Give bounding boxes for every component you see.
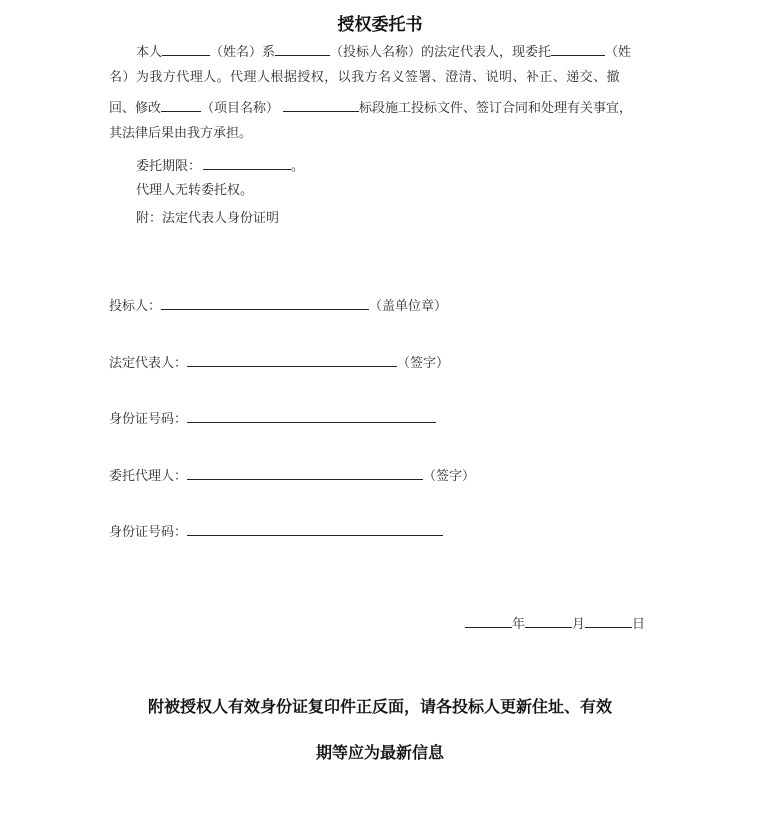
paragraph-line-1 (136, 42, 631, 61)
name-blank[interactable] (162, 42, 210, 56)
signature-blank[interactable] (187, 466, 423, 480)
section-blank[interactable] (283, 98, 359, 112)
id-number-blank[interactable] (187, 522, 443, 536)
text-segment: （姓名）系 (210, 45, 276, 60)
paragraph-line-4: 其法律后果由我方承担。 (109, 126, 253, 141)
paragraph-line-2: 名）为我方代理人。代理人根据授权，以我方名义签署、澄清、说明、补正、递交、撤 (109, 70, 621, 85)
term-row (136, 156, 304, 175)
term-label: 委托期限： (136, 159, 202, 174)
signature-row-legal-rep (109, 353, 449, 372)
year-label: 年 (512, 617, 526, 632)
term-blank[interactable] (203, 156, 291, 170)
id-number-blank[interactable] (187, 409, 436, 423)
signature-note: （签字） (397, 356, 450, 371)
day-blank[interactable] (585, 614, 632, 628)
day-label: 日 (632, 617, 646, 632)
notice-line-1: 附被授权人有效身份证复印件正反面，请各投标人更新住址、有效 (147, 697, 612, 716)
text-segment: 标段施工投标文件、签订合同和处理有关事宜， (359, 101, 633, 116)
bidder-name-blank[interactable] (275, 42, 330, 56)
signature-label: 委托代理人： (109, 469, 188, 484)
text-segment: （姓 (605, 45, 632, 60)
signature-blank[interactable] (187, 353, 397, 367)
signature-note: （盖单位章） (369, 299, 448, 314)
no-sub-delegation-text: 代理人无转委托权。 (136, 183, 254, 198)
date-row (465, 614, 645, 633)
text-segment: 回、修改 (109, 101, 162, 116)
signature-row-agent-id (109, 522, 443, 541)
signature-label: 法定代表人： (109, 356, 188, 371)
text-segment: （投标人名称）的法定代表人，现委托 (330, 45, 552, 60)
text-segment: 本人 (136, 45, 163, 60)
agent-name-blank[interactable] (551, 42, 605, 56)
month-blank[interactable] (525, 614, 572, 628)
project-name-blank[interactable] (161, 98, 201, 112)
signature-label: 身份证号码： (109, 412, 188, 427)
signature-row-bidder (109, 296, 447, 315)
month-label: 月 (572, 617, 586, 632)
signature-note: （签字） (423, 469, 476, 484)
signature-row-legal-rep-id (109, 409, 436, 428)
notice-line-2: 期等应为最新信息 (315, 743, 444, 762)
attachment-text: 附：法定代表人身份证明 (136, 211, 280, 226)
term-suffix: 。 (291, 159, 305, 174)
paragraph-line-3 (109, 98, 632, 117)
signature-row-agent (109, 466, 475, 485)
year-blank[interactable] (465, 614, 512, 628)
signature-label: 身份证号码： (109, 525, 188, 540)
document-title: 授权委托书 (337, 15, 423, 35)
signature-blank[interactable] (161, 296, 369, 310)
signature-label: 投标人： (109, 299, 162, 314)
text-segment: （项目名称） (201, 101, 280, 116)
